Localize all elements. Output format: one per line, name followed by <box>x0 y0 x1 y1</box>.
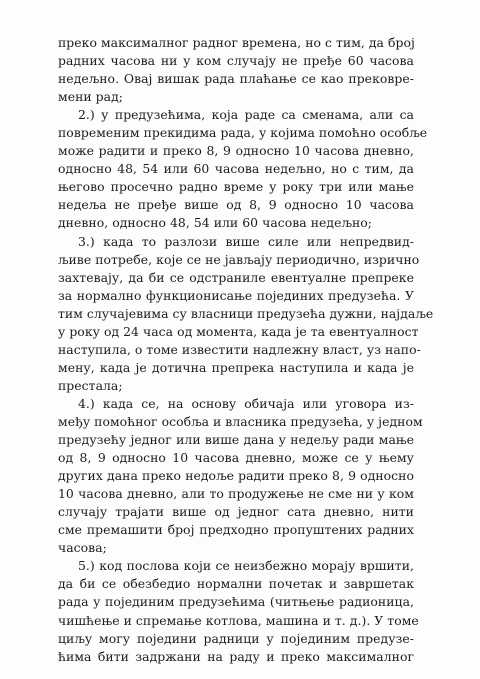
text-line: да би се обезбедио нормални почетак и завршетак <box>58 576 414 592</box>
text-line: од 8, 9 односно 10 часова дневно, може се у њему <box>58 450 414 466</box>
text-line: дневно, односно 48, 54 или 60 часова недељно; <box>58 215 372 231</box>
text-line: захтевају, да би се одстраниле евентуалне препреке <box>58 269 414 285</box>
text-line: недељно. Овај вишак рада плаћање се као прековре- <box>58 71 414 87</box>
text-line: његово просечно радно време у року три или мање <box>58 179 414 195</box>
text-line: односно 48, 54 или 60 часова недељно, но с тим, да <box>58 161 414 177</box>
text-line: предузећу једног или више дана у недељу ради мање <box>58 432 414 448</box>
text-line: преко максималног радног времена, но с тим, да број <box>58 35 415 50</box>
text-line: тим случајевима су власници предузећа дужни, најдаље <box>58 305 434 321</box>
text-line: мени рад; <box>58 89 123 105</box>
body-text <box>58 34 434 666</box>
text-line: недеља не пређе више од 8, 9 односно 10 часова <box>58 197 414 213</box>
text-line: 5.) код послова који се неизбежно морају вршити, <box>78 558 414 574</box>
text-line: циљу могу поједини радници у појединим предузе- <box>58 630 414 646</box>
text-line: часова; <box>58 540 107 556</box>
text-line: чишћење и спремање котлова, машина и т. д.). У томе <box>58 612 419 628</box>
text-line: радних часова ни у ком случају не пређе 60 часова <box>58 53 414 69</box>
text-line: међу помоћног особља и власника предузећа, у једном <box>58 413 423 429</box>
text-line: случају трајати више од једног сата дневно, нити <box>58 504 414 520</box>
text-line: љиве потребе, које се не јављају периодично, изрично <box>58 251 420 267</box>
text-line: рада у појединим предузећима (читњење радионица, <box>58 594 414 610</box>
text-line: повременим прекидима рада, у којима помоћно особље <box>58 125 428 141</box>
text-line: 2.) у предузећима, која раде са сменама, али са <box>78 107 414 123</box>
text-line: у року од 24 часа од момента, када је та евентуалност <box>58 323 419 339</box>
text-line: сме премашити број предходно пропуштених радних <box>58 522 414 538</box>
text-line: престала; <box>58 377 123 393</box>
text-line: наступила, о томе известити надлежну власт, уз напо- <box>58 341 421 357</box>
text-line: ћима бити задржани на раду и преко максималног <box>58 648 414 664</box>
text-line: других дана преко недоље радити преко 8, 9 односно <box>58 468 414 484</box>
text-line: може радити и преко 8, 9 односно 10 часова дневно, <box>58 143 414 159</box>
text-line: 10 часова дневно, али то продужење не сме ни у ком <box>58 486 414 502</box>
text-line: 4.) када се, на основу обичаја или уговора из- <box>78 395 414 411</box>
text-line: за нормално функционисање појединих предузећа. У <box>58 287 414 303</box>
text-line: 3.) када то разлози више силе или непредвид- <box>78 233 414 249</box>
text-line: мену, када је дотична препрека наступила и када је <box>58 359 414 375</box>
